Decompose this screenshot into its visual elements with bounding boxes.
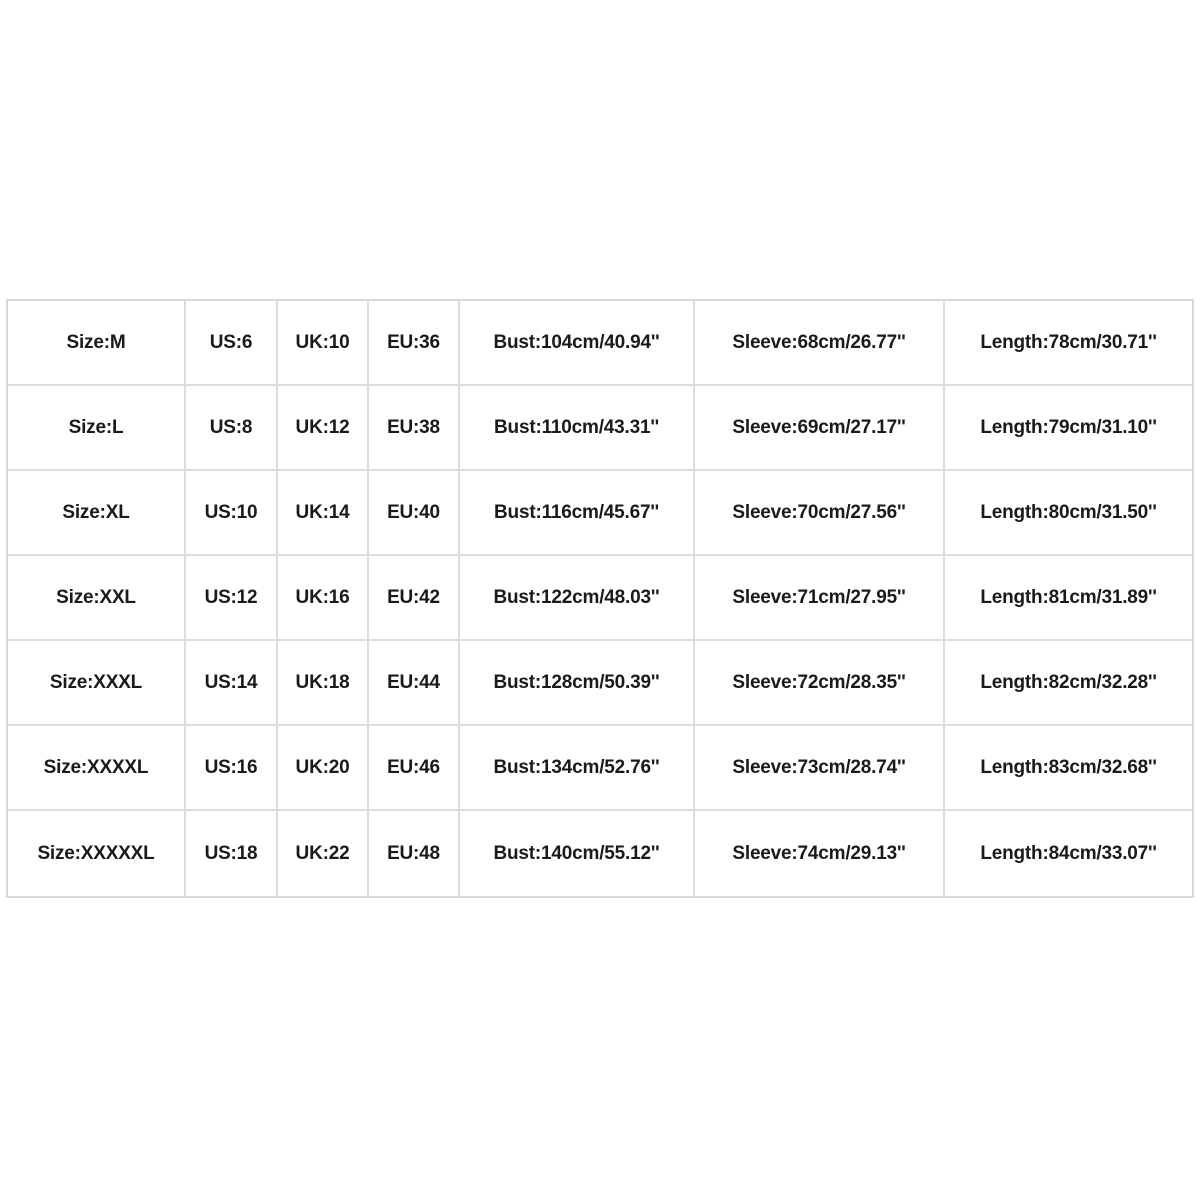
table-row (8, 471, 1192, 556)
sleeve-cell: Sleeve:71cm/27.95'' (695, 556, 945, 641)
bust-cell: Bust:140cm/55.12'' (460, 811, 695, 896)
us-size-cell: US:6 (186, 301, 278, 386)
size-cell: Size:XXXL (8, 641, 186, 726)
uk-size-cell: UK:20 (278, 726, 369, 811)
length-cell: Length:80cm/31.50'' (945, 471, 1192, 556)
uk-size-cell: UK:14 (278, 471, 369, 556)
bust-cell: Bust:116cm/45.67'' (460, 471, 695, 556)
length-cell: Length:79cm/31.10'' (945, 386, 1192, 471)
sleeve-cell: Sleeve:74cm/29.13'' (695, 811, 945, 896)
table-row (8, 641, 1192, 726)
table-row (8, 386, 1192, 471)
eu-size-cell: EU:40 (369, 471, 460, 556)
size-chart-table (6, 299, 1194, 898)
size-cell: Size:XXL (8, 556, 186, 641)
uk-size-cell: UK:18 (278, 641, 369, 726)
us-size-cell: US:12 (186, 556, 278, 641)
size-cell: Size:L (8, 386, 186, 471)
us-size-cell: US:10 (186, 471, 278, 556)
sleeve-cell: Sleeve:72cm/28.35'' (695, 641, 945, 726)
length-cell: Length:83cm/32.68'' (945, 726, 1192, 811)
bust-cell: Bust:134cm/52.76'' (460, 726, 695, 811)
table-row (8, 556, 1192, 641)
sleeve-cell: Sleeve:69cm/27.17'' (695, 386, 945, 471)
bust-cell: Bust:110cm/43.31'' (460, 386, 695, 471)
size-cell: Size:XL (8, 471, 186, 556)
length-cell: Length:81cm/31.89'' (945, 556, 1192, 641)
eu-size-cell: EU:44 (369, 641, 460, 726)
length-cell: Length:84cm/33.07'' (980, 842, 1157, 864)
eu-size-cell: EU:48 (369, 811, 460, 896)
table-row (8, 726, 1192, 811)
us-size-cell: US:16 (186, 726, 278, 811)
bust-cell: Bust:122cm/48.03'' (460, 556, 695, 641)
size-cell: Size:XXXXL (8, 726, 186, 811)
table-row (8, 301, 1192, 386)
table-row (8, 811, 1192, 896)
sleeve-cell: Sleeve:73cm/28.74'' (695, 726, 945, 811)
length-cell: Length:78cm/30.71'' (945, 301, 1192, 386)
size-cell: Size:XXXXXL (8, 811, 186, 896)
us-size-cell: US:18 (186, 811, 278, 896)
size-cell: Size:M (8, 301, 186, 386)
uk-size-cell: UK:16 (278, 556, 369, 641)
length-cell: Length:82cm/32.28'' (945, 641, 1192, 726)
us-size-cell: US:8 (186, 386, 278, 471)
uk-size-cell: UK:10 (278, 301, 369, 386)
uk-size-cell: UK:22 (278, 811, 369, 896)
bust-cell: Bust:128cm/50.39'' (460, 641, 695, 726)
us-size-cell: US:14 (186, 641, 278, 726)
bust-cell: Bust:104cm/40.94'' (460, 301, 695, 386)
eu-size-cell: EU:42 (369, 556, 460, 641)
sleeve-cell: Sleeve:68cm/26.77'' (695, 301, 945, 386)
sleeve-cell: Sleeve:70cm/27.56'' (695, 471, 945, 556)
eu-size-cell: EU:38 (369, 386, 460, 471)
uk-size-cell: UK:12 (278, 386, 369, 471)
eu-size-cell: EU:46 (369, 726, 460, 811)
eu-size-cell: EU:36 (369, 301, 460, 386)
